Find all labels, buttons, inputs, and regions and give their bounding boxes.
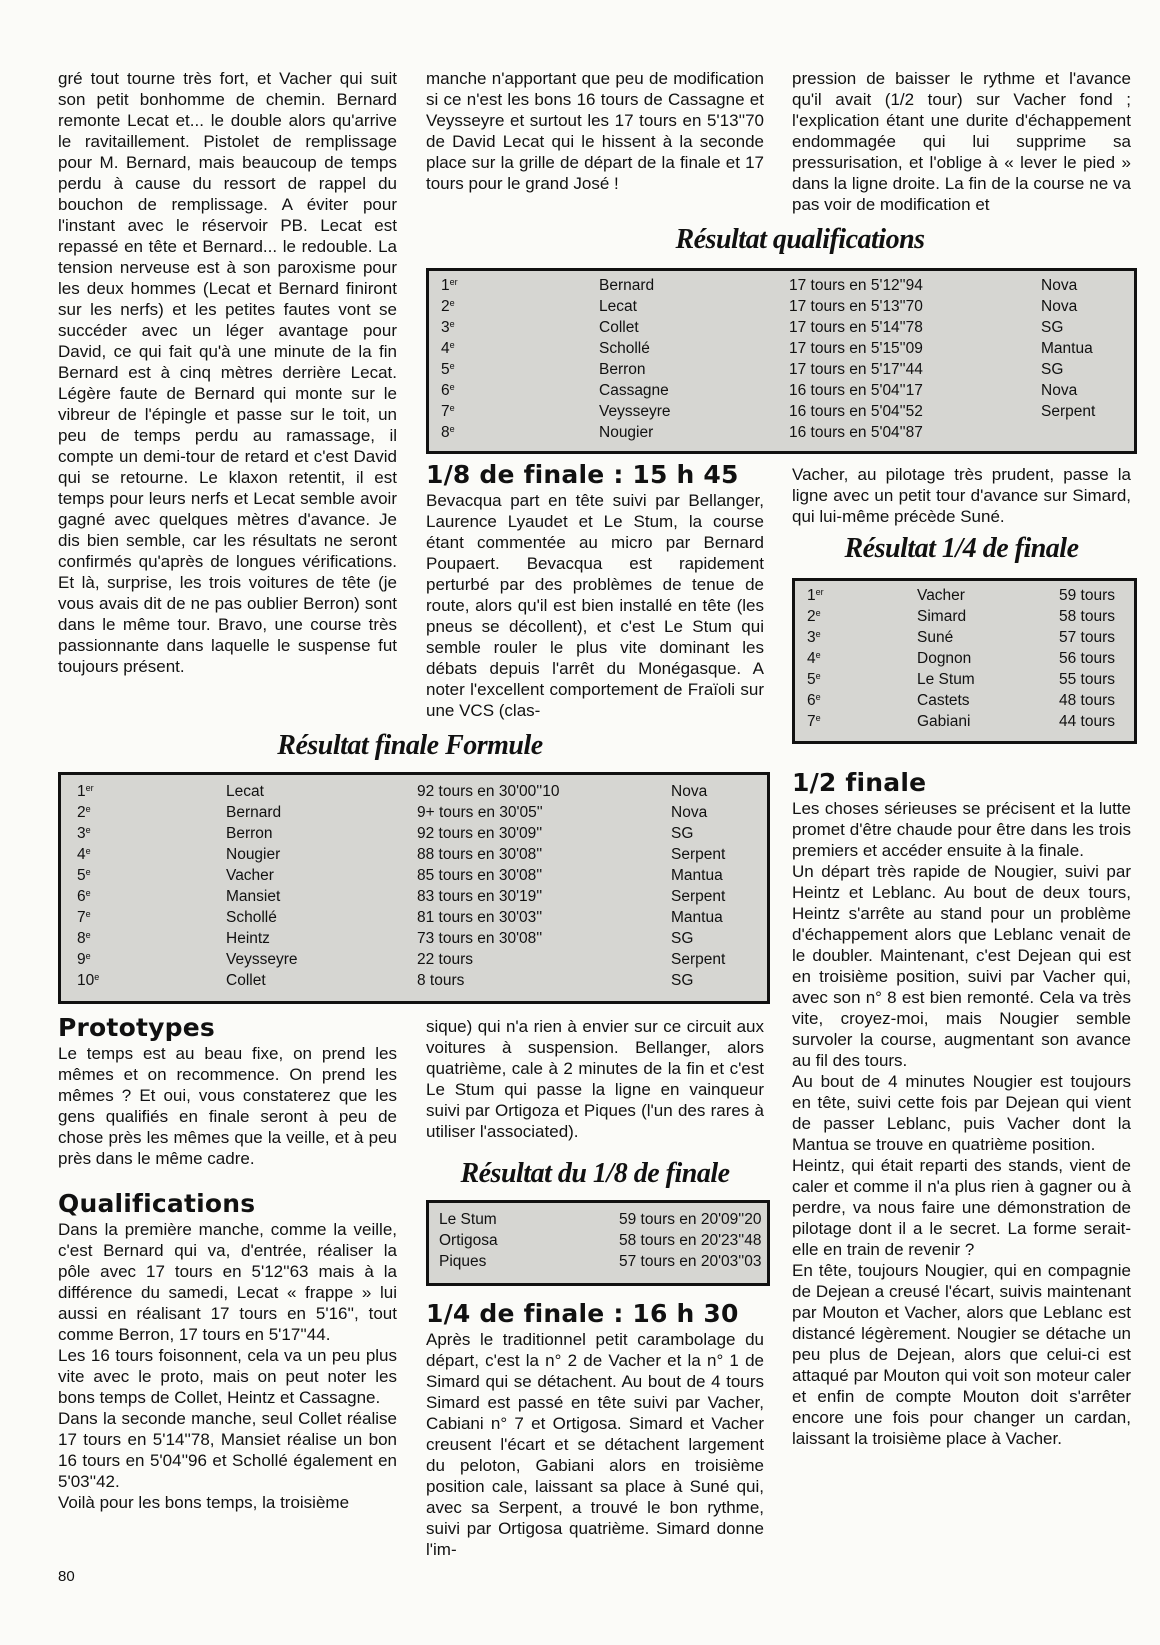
car-make: Serpent bbox=[1041, 403, 1096, 420]
car-make: Serpent bbox=[671, 951, 726, 968]
finale-table bbox=[58, 772, 770, 1004]
car-make: Serpent bbox=[671, 846, 726, 863]
table-row bbox=[795, 627, 1134, 648]
quart-result-title: Résultat 1/4 de finale bbox=[844, 533, 1079, 564]
driver-name: Veysseyre bbox=[226, 951, 298, 968]
demi-paragraph: En tête, toujours Nougier, qui en compagnie de Dejean a creusé l'écart, suivis maintenant par Mouton et Vacher, alors que Leblanc est distancé légèrement. Nougier se détache un peu plus de Dejean, alors que celui-ci est attaqué par Mouton qui voit son moteur caler et enfin de compte Mouton doit s'arrêter encore une fois pour changer un cardan, laissant la troisième place à Vacher. bbox=[792, 1261, 1131, 1448]
position-number: 4 bbox=[77, 846, 86, 863]
result-time: 17 tours en 5'15''09 bbox=[789, 340, 923, 357]
qualif-table bbox=[426, 268, 1137, 454]
quart-rows bbox=[795, 581, 1134, 732]
driver-name: Berron bbox=[599, 361, 646, 378]
qualifications-paragraph: Dans la seconde manche, seul Collet réalise 17 tours en 5'14''78, Mansiet réalise un bon 16 tours en 5'04''96 et Schollé également en 5'03''42. bbox=[58, 1409, 397, 1491]
position-cell bbox=[77, 823, 91, 844]
position-suffix: e bbox=[85, 867, 91, 877]
position-number: 4 bbox=[807, 650, 816, 667]
driver-name: Schollé bbox=[226, 909, 277, 926]
car-make: SG bbox=[671, 825, 694, 842]
driver-name: Simard bbox=[917, 608, 967, 625]
column-2-top-text bbox=[426, 68, 764, 194]
paragraph: manche n'apportant que peu de modification si ce n'est les bons 16 tours de Cassagne et Veysseyre et surtout les 17 tours en 5'13''70 de David Lecat qui le hissent à la seconde place sur la grille de départ de la finale et 17 tours pour le grand José ! bbox=[426, 69, 764, 193]
position-suffix: e bbox=[815, 671, 821, 681]
laps-count: 59 tours bbox=[1059, 587, 1116, 604]
driver-name: Castets bbox=[917, 692, 970, 709]
car-make: Nova bbox=[671, 783, 708, 800]
table-row bbox=[429, 317, 1134, 338]
position-suffix: e bbox=[85, 846, 91, 856]
car-make: Mantua bbox=[671, 867, 723, 884]
huitieme-section bbox=[426, 460, 764, 721]
table-row bbox=[61, 823, 767, 844]
position-suffix: e bbox=[449, 340, 455, 350]
position-number: 8 bbox=[77, 930, 86, 947]
position-cell bbox=[807, 606, 821, 627]
position-number: 1 bbox=[441, 277, 450, 294]
position-cell bbox=[77, 844, 91, 865]
position-cell bbox=[77, 928, 91, 949]
position-cell bbox=[807, 711, 821, 732]
position-suffix: er bbox=[815, 587, 824, 597]
position-suffix: e bbox=[815, 692, 821, 702]
result-time: 92 tours en 30'00''10 bbox=[417, 783, 560, 800]
position-cell bbox=[441, 338, 455, 359]
demi-paragraph: Au bout de 4 minutes Nougier est toujours en tête, suivi cette fois par Dejean qui vient de passer Leblanc, puis Vacher dont la Mantua se trouve en quatrième position. bbox=[792, 1072, 1131, 1154]
driver-name: Le Stum bbox=[917, 671, 975, 688]
result-time: 17 tours en 5'13''70 bbox=[789, 298, 923, 315]
table-row bbox=[429, 422, 1134, 443]
driver-name: Suné bbox=[917, 629, 954, 646]
result-time: 16 tours en 5'04''17 bbox=[789, 382, 923, 399]
position-suffix: e bbox=[85, 804, 91, 814]
position-number: 6 bbox=[441, 382, 450, 399]
column-3-top-text bbox=[792, 68, 1131, 215]
qualifications-paragraph: Voilà pour les bons temps, la troisième bbox=[58, 1493, 350, 1512]
driver-name: Lecat bbox=[599, 298, 637, 315]
position-cell bbox=[441, 317, 455, 338]
position-cell bbox=[441, 275, 458, 296]
position-suffix: e bbox=[85, 909, 91, 919]
position-number: 3 bbox=[77, 825, 86, 842]
position-cell bbox=[77, 907, 91, 928]
position-number: 8 bbox=[441, 424, 450, 441]
table-row bbox=[61, 844, 767, 865]
result-time: 17 tours en 5'17''44 bbox=[789, 361, 923, 378]
position-cell bbox=[807, 648, 821, 669]
table-row bbox=[429, 359, 1134, 380]
position-number: 9 bbox=[77, 951, 86, 968]
finale-title: Résultat finale Formule bbox=[277, 730, 543, 761]
driver-name: Gabiani bbox=[917, 713, 971, 730]
position-cell bbox=[77, 949, 91, 970]
laps-count: 58 tours bbox=[1059, 608, 1116, 625]
position-suffix: e bbox=[449, 424, 455, 434]
position-cell bbox=[441, 401, 455, 422]
car-make: SG bbox=[671, 972, 694, 989]
result-time: 81 tours en 30'03'' bbox=[417, 909, 543, 926]
position-suffix: e bbox=[85, 930, 91, 940]
laps-count: 57 tours bbox=[1059, 629, 1116, 646]
column-1-top-text bbox=[58, 68, 397, 677]
demi-heading: 1/2 finale bbox=[792, 768, 927, 797]
result-time: 83 tours en 30'19'' bbox=[417, 888, 543, 905]
car-make: SG bbox=[1041, 361, 1064, 378]
table-row bbox=[61, 886, 767, 907]
table-row bbox=[61, 949, 767, 970]
table-row bbox=[795, 606, 1134, 627]
position-number: 2 bbox=[807, 608, 816, 625]
prototypes-heading: Prototypes bbox=[58, 1013, 215, 1042]
position-number: 1 bbox=[77, 783, 86, 800]
car-make: Nova bbox=[1041, 298, 1078, 315]
position-cell bbox=[441, 380, 455, 401]
position-cell bbox=[77, 802, 91, 823]
finale-rows bbox=[61, 775, 767, 991]
position-suffix: e bbox=[815, 629, 821, 639]
driver-name: Schollé bbox=[599, 340, 650, 357]
position-suffix: e bbox=[449, 382, 455, 392]
huitieme-result-table bbox=[426, 1200, 770, 1286]
laps-count: 55 tours bbox=[1059, 671, 1116, 688]
car-make: Mantua bbox=[1041, 340, 1093, 357]
huitieme-result-title: Résultat du 1/8 de finale bbox=[460, 1158, 730, 1189]
demi-section bbox=[792, 768, 1131, 1449]
table-row bbox=[61, 781, 767, 802]
laps-count: 56 tours bbox=[1059, 650, 1116, 667]
demi-paragraph: Un départ très rapide de Nougier, suivi par Heintz et Leblanc. Au bout de deux tours, Heintz s'arrête au stand pour un problème d'échappement alors que Leblanc venait de le doubler. Maintenant, c'est Dejean qui est en troisième position, suivi par Vacher qui, avec son n° 8 est bien remonté. Cela va très vite, croyez-moi, mais Nougier semble survoler la course, augmentant son avance au fil des tours. bbox=[792, 862, 1131, 1070]
position-number: 10 bbox=[77, 972, 95, 989]
huitieme-rows bbox=[429, 1203, 767, 1272]
demi-paragraph: Heintz, qui était reparti des stands, vient de caler et comme il n'a plus rien à gagner ou à perdre, va nous faire une démonstration de pilotage dont il a le secret. La forme serait-elle en train de revenir ? bbox=[792, 1156, 1131, 1259]
position-number: 7 bbox=[441, 403, 450, 420]
paragraph: pression de baisser le rythme et l'avance qu'il avait (1/2 tour) sur Vacher fond ; l'explication étant une durite d'échappement endommagée qui lui supprime sa pressurisation, et l'oblige à « lever le pied » dans la ligne droite. La fin de la course ne va pas voir de modification et bbox=[792, 69, 1131, 214]
position-suffix: e bbox=[85, 825, 91, 835]
table-row bbox=[795, 690, 1134, 711]
position-number: 2 bbox=[441, 298, 450, 315]
car-make: Nova bbox=[671, 804, 708, 821]
driver-name: Collet bbox=[599, 319, 639, 336]
demi-paragraph: Les choses sérieuses se précisent et la lutte promet d'être chaude pour être dans les trois premiers et accéder ensuite à la finale. bbox=[792, 799, 1131, 860]
table-row bbox=[61, 970, 767, 991]
position-number: 3 bbox=[807, 629, 816, 646]
qualifications-paragraph: Les 16 tours foisonnent, cela va un peu plus vite avec le proto, mais on peut noter les bons temps de Collet, Heintz et Cassagne. bbox=[58, 1346, 397, 1407]
driver-name: Piques bbox=[439, 1253, 487, 1270]
result-time: 17 tours en 5'14''78 bbox=[789, 319, 923, 336]
result-time: 17 tours en 5'12''94 bbox=[789, 277, 923, 294]
position-suffix: e bbox=[449, 403, 455, 413]
result-time: 92 tours en 30'09'' bbox=[417, 825, 543, 842]
position-suffix: e bbox=[94, 972, 100, 982]
quart-result-table bbox=[792, 578, 1137, 744]
position-suffix: e bbox=[449, 298, 455, 308]
position-number: 7 bbox=[807, 713, 816, 730]
position-cell bbox=[441, 296, 455, 317]
position-cell bbox=[77, 886, 91, 907]
position-cell bbox=[77, 781, 94, 802]
position-number: 5 bbox=[807, 671, 816, 688]
driver-name: Heintz bbox=[226, 930, 270, 947]
driver-name: Veysseyre bbox=[599, 403, 671, 420]
position-number: 5 bbox=[441, 361, 450, 378]
position-suffix: e bbox=[85, 951, 91, 961]
driver-name: Mansiet bbox=[226, 888, 281, 905]
table-row bbox=[429, 1230, 767, 1251]
driver-name: Dognon bbox=[917, 650, 972, 667]
driver-name: Le Stum bbox=[439, 1211, 497, 1228]
result-time: 85 tours en 30'08'' bbox=[417, 867, 543, 884]
position-cell bbox=[807, 690, 821, 711]
laps-count: 48 tours bbox=[1059, 692, 1116, 709]
huitieme-text: Bevacqua part en tête suivi par Bellanger, Laurence Lyaudet et Le Stum, la course étant commentée au micro par Bernard Poupaert. Bevacqua est rapidement perturbé par des problèmes de tenue de route, alors qu'il est bien installé en tête (les pneus se décollent), et c'est Le Stum qui semble rouler le plus vite dominant les débats depuis l'arrêt du Monégasque. A noter l'excellent comportement de Fraïoli sur une VCS (clas- bbox=[426, 491, 764, 720]
table-row bbox=[429, 380, 1134, 401]
driver-name: Nougier bbox=[226, 846, 281, 863]
driver-name: Vacher bbox=[917, 587, 965, 604]
position-suffix: e bbox=[815, 608, 821, 618]
qualifications-paragraph: Dans la première manche, comme la veille, c'est Bernard qui va, d'entrée, réaliser la pôle avec 17 tours en 5'12''63 mais à la différence du samedi, Lecat « frappe » lui aussi en réalisant 17 tours en 5'16'', tout comme Berron, 17 tours en 5'17''44. bbox=[58, 1220, 397, 1344]
result-time: 16 tours en 5'04''52 bbox=[789, 403, 923, 420]
position-suffix: er bbox=[85, 783, 94, 793]
page-number: 80 bbox=[58, 1568, 75, 1585]
result-time: 9+ tours en 30'05'' bbox=[417, 804, 543, 821]
position-number: 7 bbox=[77, 909, 86, 926]
result-time: 8 tours bbox=[417, 972, 465, 989]
driver-name: Ortigosa bbox=[439, 1232, 498, 1249]
qualif-title: Résultat qualifications bbox=[675, 224, 925, 255]
position-suffix: e bbox=[85, 888, 91, 898]
qualifications-heading: Qualifications bbox=[58, 1189, 256, 1218]
column-3-mid-text bbox=[792, 464, 1131, 527]
car-make: Nova bbox=[1041, 277, 1078, 294]
driver-name: Vacher bbox=[226, 867, 274, 884]
result-time: 57 tours en 20'03''03 bbox=[619, 1253, 762, 1270]
position-number: 6 bbox=[807, 692, 816, 709]
result-time: 16 tours en 5'04''87 bbox=[789, 424, 923, 441]
table-row bbox=[795, 669, 1134, 690]
paragraph: gré tout tourne très fort, et Vacher qui suit son petit bonhomme de chemin. Bernard remonte Lecat et... le double alors qu'arrive le ravitaillement. Pistolet de remplissage pour M. Bernard, mais beaucoup de temps perdu à cause du ressort de rappel du bouchon de remplissage. A éviter pour l'instant avec le réservoir PB. Lecat est repassé en tête et Bernard... le redouble. La tension nerveuse est à son paroxisme pour les deux hommes (Lecat et Bernard finiront sur les nerfs) et les petites fautes vont se succéder avec un léger avantage pour David, ce qui fait qu'à une minute de la fin Bernard est à cinq mètres derrière Lecat. Légère faute de Bernard qui monte sur le vibreur de l'épingle et passe sur le toit, un peu de temps perdu au ramassage, il compte un demi-tour de retard et c'est David qui se retourne. Le klaxon retentit, il est temps pour leurs nerfs et Lecat semble avoir gagné avec quelques mètres d'avance. Je dis bien semble, car les résultats ne seront confirmés qu'après de longues vérifications. Et là, surprise, les trois voitures de tête (je vous avais dit de ne pas oublier Berron) sont dans le même tour. Bravo, une course très passionnante dans laquelle le suspense fut toujours présent. bbox=[58, 69, 397, 676]
column-2-mid-text bbox=[426, 1016, 764, 1142]
table-row bbox=[429, 1209, 767, 1230]
car-make: SG bbox=[1041, 319, 1064, 336]
position-cell bbox=[441, 359, 455, 380]
car-make: SG bbox=[671, 930, 694, 947]
position-suffix: e bbox=[815, 713, 821, 723]
position-suffix: e bbox=[449, 361, 455, 371]
driver-name: Nougier bbox=[599, 424, 654, 441]
table-row bbox=[429, 401, 1134, 422]
position-number: 6 bbox=[77, 888, 86, 905]
result-time: 88 tours en 30'08'' bbox=[417, 846, 543, 863]
table-row bbox=[61, 907, 767, 928]
table-row bbox=[795, 585, 1134, 606]
driver-name: Collet bbox=[226, 972, 266, 989]
table-row bbox=[795, 648, 1134, 669]
quart-text: Après le traditionnel petit carambolage du départ, c'est la n° 2 de Vacher et la n° 1 de Simard qui se détachent. Au bout de 4 tours Simard est passé en tête suivi par Vacher, Cabiani n° 7 et Ortigosa. Simard et Vacher creusent l'écart et se détachent largement du peloton, Gabiani alors en troisième position cale, laissant sa place à Suné qui, avec sa Serpent, a trouvé le bon rythme, suivi par Ortigosa quatrième. Simard donne l'im- bbox=[426, 1330, 764, 1559]
table-row bbox=[429, 338, 1134, 359]
position-number: 5 bbox=[77, 867, 86, 884]
quart-section bbox=[426, 1299, 764, 1560]
result-time: 22 tours bbox=[417, 951, 474, 968]
prototypes-text: Le temps est au beau fixe, on prend les mêmes et on recommence. On prend les mêmes ? Et oui, vous constaterez que les gens qualifiés en finale seront à peu de chose près les mêmes que la veille, et à peu près dans le même cadre. bbox=[58, 1044, 397, 1168]
table-row bbox=[795, 711, 1134, 732]
quart-heading: 1/4 de finale : 16 h 30 bbox=[426, 1299, 739, 1328]
table-row bbox=[61, 802, 767, 823]
position-cell bbox=[807, 669, 821, 690]
driver-name: Cassagne bbox=[599, 382, 669, 399]
table-row bbox=[61, 928, 767, 949]
table-row bbox=[429, 296, 1134, 317]
driver-name: Bernard bbox=[226, 804, 282, 821]
result-time: 58 tours en 20'23''48 bbox=[619, 1232, 762, 1249]
driver-name: Bernard bbox=[599, 277, 655, 294]
position-number: 3 bbox=[441, 319, 450, 336]
huitieme-heading: 1/8 de finale : 15 h 45 bbox=[426, 460, 739, 489]
position-cell bbox=[807, 627, 821, 648]
prototypes-section bbox=[58, 1013, 397, 1513]
qualif-rows bbox=[429, 271, 1134, 443]
result-time: 59 tours en 20'09''20 bbox=[619, 1211, 762, 1228]
table-row bbox=[429, 1251, 767, 1272]
paragraph: Vacher, au pilotage très prudent, passe la ligne avec un petit tour d'avance sur Simard, qui lui-même précède Suné. bbox=[792, 465, 1131, 526]
car-make: Mantua bbox=[671, 909, 723, 926]
driver-name: Lecat bbox=[226, 783, 264, 800]
paragraph: sique) qui n'a rien à envier sur ce circuit aux voitures à suspension. Bellanger, alors quatrième, cale à 2 minutes de la fin et c'est Le Stum qui passe la ligne en vainqueur suivi par Ortigoza et Piques (l'un des rares à utiliser l'associated). bbox=[426, 1017, 764, 1141]
car-make: Serpent bbox=[671, 888, 726, 905]
position-suffix: er bbox=[449, 277, 458, 287]
position-number: 2 bbox=[77, 804, 86, 821]
position-number: 1 bbox=[807, 587, 816, 604]
table-row bbox=[61, 865, 767, 886]
position-suffix: e bbox=[815, 650, 821, 660]
laps-count: 44 tours bbox=[1059, 713, 1116, 730]
result-time: 73 tours en 30'08'' bbox=[417, 930, 543, 947]
position-suffix: e bbox=[449, 319, 455, 329]
car-make: Nova bbox=[1041, 382, 1078, 399]
position-cell bbox=[77, 865, 91, 886]
table-row bbox=[429, 275, 1134, 296]
position-cell bbox=[441, 422, 455, 443]
position-cell bbox=[807, 585, 824, 606]
position-number: 4 bbox=[441, 340, 450, 357]
driver-name: Berron bbox=[226, 825, 273, 842]
position-cell bbox=[77, 970, 99, 991]
